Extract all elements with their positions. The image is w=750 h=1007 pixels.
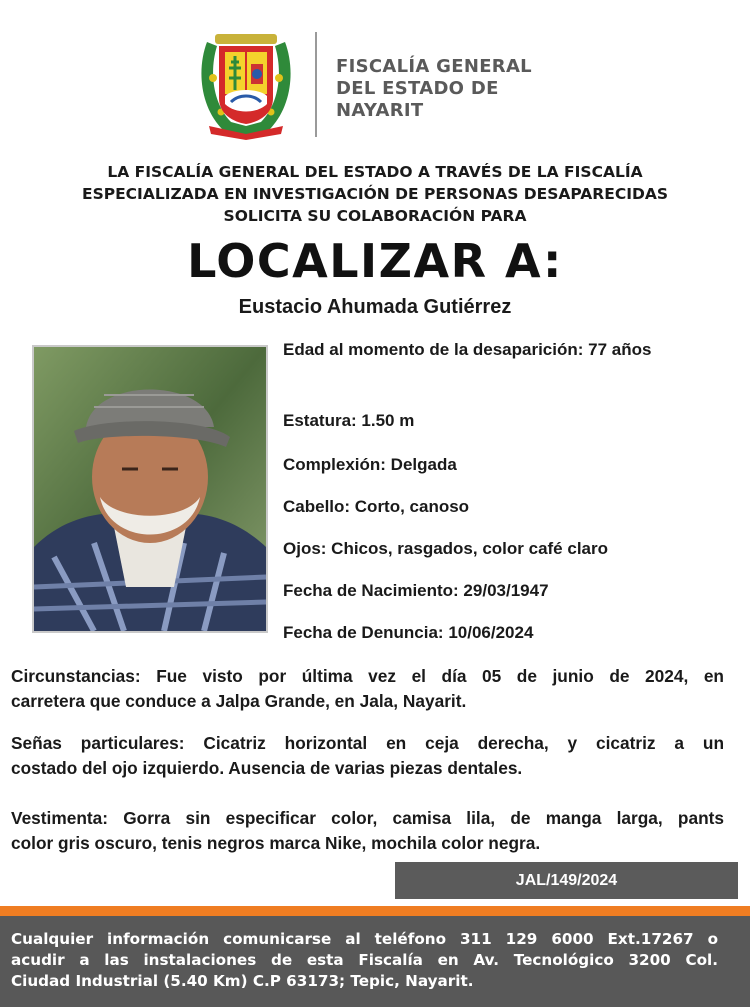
case-number-badge: JAL/149/2024 — [395, 862, 738, 899]
accent-bar — [0, 906, 750, 916]
state-seal-logo — [195, 28, 297, 140]
org-name-line: DEL ESTADO DE — [336, 78, 499, 99]
header-divider — [315, 32, 317, 137]
intro-statement — [20, 161, 730, 227]
detail-age: Edad al momento de la desaparición: 77 años — [283, 340, 652, 359]
distinguishing-marks-line: costado del ojo izquierdo. Ausencia de varias piezas dentales. — [11, 758, 523, 778]
org-name-line: FISCALÍA GENERAL — [336, 56, 532, 77]
clothing-line: Vestimenta: Gorra sin especificar color, camisa lila, de manga larga, pants — [11, 808, 724, 828]
clothing-line: color gris oscuro, tenis negros marca Nike, mochila color negra. — [11, 833, 541, 853]
detail-birth-date: Fecha de Nacimiento: 29/03/1947 — [283, 581, 549, 600]
contact-footer — [0, 916, 750, 1007]
missing-person-name: Eustacio Ahumada Gutiérrez — [238, 296, 512, 318]
contact-info — [11, 929, 718, 992]
distinguishing-marks-paragraph — [11, 731, 724, 781]
contact-line: Cualquier información comunicarse al teléfono 311 129 6000 Ext.17267 o — [11, 930, 718, 948]
circumstances-paragraph — [11, 664, 724, 714]
circumstances-line: carretera que conduce a Jalpa Grande, en Jala, Nayarit. — [11, 691, 467, 711]
intro-line: SOLICITA SU COLABORACIÓN PARA — [223, 207, 527, 225]
distinguishing-marks-line: Señas particulares: Cicatriz horizontal en ceja derecha, y cicatriz a un — [11, 733, 724, 753]
contact-line: Ciudad Industrial (5.40 Km) C.P 63173; Tepic, Nayarit. — [11, 972, 474, 990]
contact-line: acudir a las instalaciones de esta Fiscalía en Av. Tecnológico 3200 Col. — [11, 951, 718, 969]
intro-line: LA FISCALÍA GENERAL DEL ESTADO A TRAVÉS DE LA FISCALÍA — [107, 163, 643, 181]
detail-report-date: Fecha de Denuncia: 10/06/2024 — [283, 623, 534, 642]
missing-person-photo — [32, 345, 268, 633]
organization-name — [336, 56, 596, 122]
detail-build: Complexión: Delgada — [283, 455, 457, 474]
clothing-paragraph — [11, 806, 724, 856]
detail-height: Estatura: 1.50 m — [283, 411, 415, 430]
detail-eyes: Ojos: Chicos, rasgados, color café claro — [283, 539, 608, 558]
org-name-line: NAYARIT — [336, 100, 424, 121]
circumstances-line: Circunstancias: Fue visto por última vez el día 05 de junio de 2024, en — [11, 666, 724, 686]
intro-line: ESPECIALIZADA EN INVESTIGACIÓN DE PERSONAS DESAPARECIDAS — [81, 185, 668, 203]
detail-hair: Cabello: Corto, canoso — [283, 497, 470, 516]
header — [0, 22, 750, 147]
headline: LOCALIZAR A: — [187, 234, 563, 288]
